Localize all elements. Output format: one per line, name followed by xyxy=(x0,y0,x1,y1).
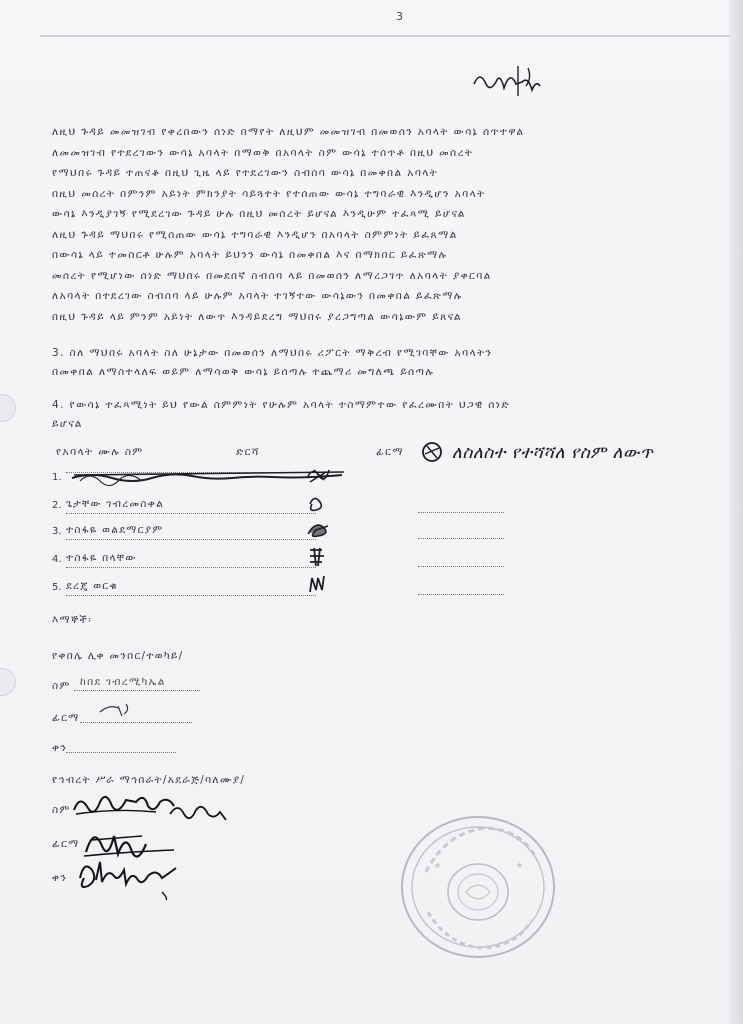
text-line: የማህበሩ ጉዳይ ተጠናቆ በዚህ ጊዜ ላይ የተደረገውን ስብሰባ ውሳኔ በመቀበል አባላት xyxy=(52,167,439,179)
column-header-name: የአባላት ሙሉ ስም xyxy=(56,446,144,458)
signature-mark xyxy=(304,574,330,600)
text-line: ለዚህ ጉዳይ መመዝገብ የቀረበውን ሰነድ በማየት ለዚህም መመዝገብ በመወሰን አባላት ውሳኔ ሰጥተዋል xyxy=(52,126,525,138)
text-line: ውሳኔ እንዲያገኝ የሚደረገው ጉዳይ ሁሉ በዚህ መሰረት ይሆናል እንዲሁም ተፈጻሚ ይሆናል xyxy=(52,208,466,220)
row-number: 2. xyxy=(52,500,62,511)
section-title-kebele: የቀበሌ ሊቀ መንበር/ተወካይ/ xyxy=(52,650,184,662)
text-line: በዚህ መሰረት በምንም አይነት ምክንያት ሳይጓተት የተሰጠው ውሳኔ ተግባራዊ እንዲሆን አባላት xyxy=(52,187,486,200)
svg-text:★: ★ xyxy=(434,861,442,870)
date-label: ቀን xyxy=(52,872,68,884)
row-number: 3. xyxy=(52,526,62,537)
text-line: መሰረት የሚሆነው ሰነድ ማህበሩ በመደበኛ ስብሰባ ላይ በመወሰን ለማረጋገጥ ለአባላት ያቀርባል xyxy=(52,269,492,282)
handwritten-note-text: ለስለስተ የተሻሻለ የስም ለውጥ xyxy=(451,443,654,463)
name-label: ስም xyxy=(52,680,71,692)
page-number: 3 xyxy=(396,10,403,23)
signature-line xyxy=(418,580,504,595)
scan-top-line xyxy=(40,35,730,37)
signature-label: ፊርማ xyxy=(52,838,80,850)
member-name: ተስፋዬ ወልደማርያም xyxy=(66,524,316,540)
signature-mark xyxy=(304,546,330,572)
row-number: 4. xyxy=(52,554,62,565)
date-line xyxy=(66,738,176,753)
text-line: በመቀበል ለማስተላለፍ ወይም ለማሳወቅ ውሳኔ ይሰጣሉ ተጨማሪ መግለጫ ይሰጣሉ xyxy=(52,366,435,378)
table-row xyxy=(52,552,512,572)
member-name: ጌታቸው ገብረመስቀል xyxy=(66,498,316,514)
witnesses-label: እማኞች፡ xyxy=(52,614,93,626)
table-row xyxy=(52,498,512,518)
column-header-signature: ፊርማ xyxy=(376,446,404,458)
crossed-out-name xyxy=(70,466,350,492)
punch-hole-bottom xyxy=(0,668,16,696)
cooperative-date-scrawl xyxy=(76,852,206,906)
text-line: ለመመዝገብ የተደረገውን ውሳኔ አባላት በማወቅ በአባላት ስም ውሳኔ ተሰጥቶ በዚህ መሰረት xyxy=(52,146,474,159)
paragraph-1 xyxy=(52,122,692,327)
kebele-signature xyxy=(96,700,136,724)
text-line: በዚህ ጉዳይ ላይ ምንም አይነት ለውጥ እንዳይደረግ ማህበሩ ያረጋግጣል ውሳኔውም ይጸናል xyxy=(52,310,462,323)
member-name: ተስፋዬ በላቸው xyxy=(66,552,316,568)
signature-mark xyxy=(304,492,330,518)
name-label: ስም xyxy=(52,804,71,816)
paragraph-3 xyxy=(52,396,510,434)
text-line: ለአባላት በተደረገው ስብሰባ ላይ ሁሉም አባላት ተገኝተው ውሳኔውን በመቀበል ይፈጽማሉ xyxy=(52,290,463,302)
text-line: 4. የውሳኔ ተፈጻሚነት ይህ የውል ስምምነት የሁሉም አባላት ተስማምተው የፈረሙበት ህጋዊ ሰነድ xyxy=(52,399,511,411)
section-title-cooperative: የኅብረት ሥራ ማኅበራት/አደራጅ/ባለሙያ/ xyxy=(52,774,246,786)
handwritten-heading xyxy=(470,62,550,106)
column-header-share: ድርሻ xyxy=(236,446,260,458)
signature-label: ፊርማ xyxy=(52,712,80,724)
text-line: ለዚህ ጉዳይ ማህበሩ የሚሰጠው ውሳኔ ተግባራዊ እንዲሆን በአባላት ስምምነት ይፈጸማል xyxy=(52,228,458,241)
signature-mark xyxy=(304,518,334,544)
text-line: 3. ስለ ማህበሩ አባላት ስለ ሁኔታው በመወሰን ለማህበሩ ሪፖርት ማቅረብ የሚገባቸው አባላትን xyxy=(52,347,493,359)
member-name: ደረጄ ወርቁ xyxy=(66,580,316,596)
table-row xyxy=(52,580,512,600)
paragraph-2 xyxy=(52,344,492,382)
signature-line xyxy=(418,524,504,539)
text-line: በውሳኔ ላይ ተመስርቶ ሁሉም አባላት ይህንን ውሳኔ በመቀበል እና በማክበር ይፈጽማሉ xyxy=(52,249,448,261)
table-row xyxy=(52,524,512,544)
signature-line xyxy=(418,498,504,513)
svg-text:★: ★ xyxy=(516,861,524,870)
row-number: 1. xyxy=(52,472,62,483)
row-number: 5. xyxy=(52,582,62,593)
page-edge-shadow xyxy=(729,0,743,1024)
text-line: ይሆናል xyxy=(52,418,83,430)
handwritten-note xyxy=(420,440,653,464)
date-label: ቀን xyxy=(52,742,68,754)
official-seal xyxy=(398,812,558,962)
signature-line xyxy=(418,552,504,567)
kebele-name-value: ከበደ ገብረሚካኤል xyxy=(80,676,166,688)
punch-hole-top xyxy=(0,394,16,422)
